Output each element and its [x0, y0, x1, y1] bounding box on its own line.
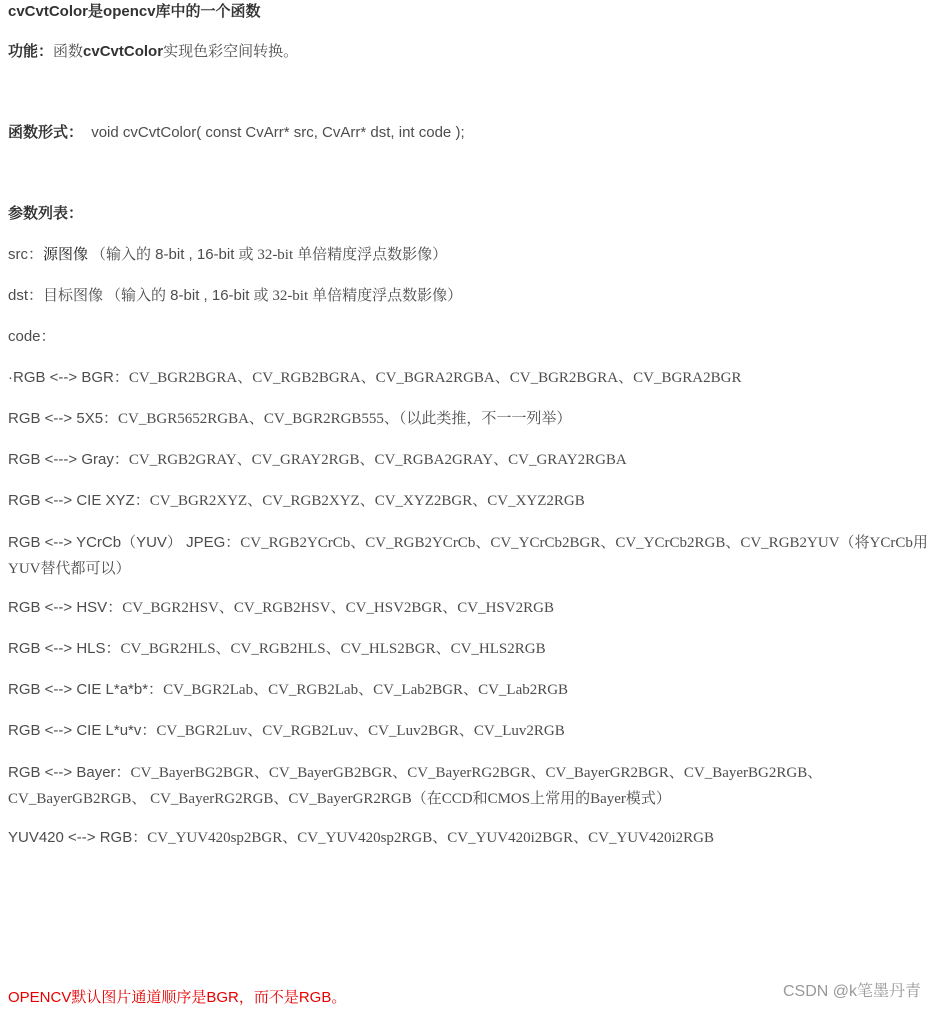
- code-line-xyz: [8, 489, 929, 513]
- code-line-head: RGB <--> HSV：: [8, 599, 123, 616]
- code-line-yuv420: [8, 826, 929, 850]
- title-function-name: cvCvtColor: [8, 3, 89, 20]
- code-line-body: CV_BGR2HSV、CV_RGB2HSV、CV_HSV2BGR、CV_HSV2RGB: [122, 600, 554, 616]
- code-line-head: RGB <--> CIE L*a*b*：: [8, 681, 164, 698]
- code-line-head: RGB <---> Gray：: [8, 451, 129, 468]
- code-line-body: CV_BGR2Luv、CV_RGB2Luv、CV_Luv2BGR、CV_Luv2RGB: [156, 723, 565, 739]
- function-text-2: 实现色彩空间转换。: [163, 43, 299, 60]
- title-suffix: 是opencv库中的一个函数: [88, 3, 261, 20]
- function-label: 功能：: [8, 43, 54, 60]
- channel-order-note: OPENCV默认图片通道顺序是BGR，而不是RGB。: [8, 989, 347, 1006]
- code-line-body: CV_BGR5652RGBA、CV_BGR2RGB555、（以此类推，不一一列举）: [118, 411, 572, 427]
- page-title: [8, 0, 929, 24]
- code-line-hls: [8, 637, 929, 661]
- params-heading: 参数列表：: [8, 205, 84, 222]
- param-dst: [8, 284, 929, 308]
- code-line-body: CV_RGB2YCrCb、CV_RGB2YCrCb、CV_YCrCb2BGR、CV_YCrCb2RGB、CV_RGB2YUV（将YCrCb用YUV替代都可以）: [8, 535, 928, 577]
- code-line-lab: [8, 678, 929, 702]
- code-line-hsv: [8, 596, 929, 620]
- param-src-name: 源图像: [43, 246, 89, 263]
- code-line-luv: [8, 719, 929, 743]
- code-line-head: ·RGB <--> BGR：: [8, 369, 129, 386]
- code-line-ycrcb: [8, 530, 929, 582]
- param-dst-desc-a: （输入的 8-bit , 16-bit 或: [106, 287, 269, 304]
- param-dst-desc-c: 单倍精度浮点数影像）: [312, 287, 463, 304]
- param-src-desc-b: 32-bit: [253, 247, 294, 263]
- code-line-gray: [8, 448, 929, 472]
- code-line-head: RGB <--> CIE L*u*v：: [8, 722, 157, 739]
- signature-label: 函数形式：: [8, 124, 84, 141]
- code-line-head: RGB <--> YCrCb（YUV） JPEG：: [8, 534, 241, 551]
- param-dst-label: dst：目标图像: [8, 287, 104, 304]
- code-line-5x5: [8, 407, 929, 431]
- code-line-bayer: [8, 760, 929, 812]
- function-text-1: 函数: [53, 43, 84, 60]
- code-line-head: RGB <--> 5X5：: [8, 410, 119, 427]
- code-line-head: RGB <--> HLS：: [8, 640, 121, 657]
- code-line-body: CV_BGR2Lab、CV_RGB2Lab、CV_Lab2BGR、CV_Lab2RGB: [163, 682, 569, 698]
- code-line-body: CV_BayerBG2BGR、CV_BayerGB2BGR、CV_BayerRG2BGR、CV_BayerGR2BGR、CV_BayerBG2RGB、CV_BayerGB2RGB、 CV_BayerRG2RGB、CV_BayerGR2RGB（在CCD和CMOS上常用的Bayer模式）: [8, 765, 823, 807]
- code-line-body: CV_BGR2XYZ、CV_RGB2XYZ、CV_XYZ2BGR、CV_XYZ2RGB: [149, 493, 585, 509]
- code-line-body: CV_RGB2GRAY、CV_GRAY2RGB、CV_RGBA2GRAY、CV_GRAY2RGBA: [128, 452, 627, 468]
- code-line-body: CV_YUV420sp2BGR、CV_YUV420sp2RGB、CV_YUV420i2BGR、CV_YUV420i2RGB: [147, 830, 714, 846]
- code-line-head: RGB <--> Bayer：: [8, 764, 131, 781]
- code-line-body: CV_BGR2BGRA、CV_RGB2BGRA、CV_BGRA2RGBA、CV_BGR2BGRA、CV_BGRA2BGR: [128, 370, 742, 386]
- code-line-body: CV_BGR2HLS、CV_RGB2HLS、CV_HLS2BGR、CV_HLS2RGB: [120, 641, 546, 657]
- signature-code: void cvCvtColor( const CvArr* src, CvArr* dst, int code );: [91, 124, 465, 141]
- function-description: [8, 40, 929, 64]
- code-line-head: RGB <--> CIE XYZ：: [8, 492, 150, 509]
- function-name: cvCvtColor: [83, 43, 164, 60]
- param-src-desc-a: （输入的 8-bit , 16-bit 或: [91, 246, 254, 263]
- param-src-desc-c: 单倍精度浮点数影像）: [297, 246, 448, 263]
- function-signature: [8, 121, 929, 145]
- param-src-label: src：: [8, 246, 43, 263]
- param-src: [8, 243, 929, 267]
- param-dst-desc-b: 32-bit: [268, 288, 309, 304]
- code-line-head: YUV420 <--> RGB：: [8, 829, 148, 846]
- csdn-watermark: CSDN @k笔墨丹青: [782, 983, 921, 1000]
- param-code-label: code：: [8, 328, 56, 345]
- code-line-bgr: [8, 366, 929, 390]
